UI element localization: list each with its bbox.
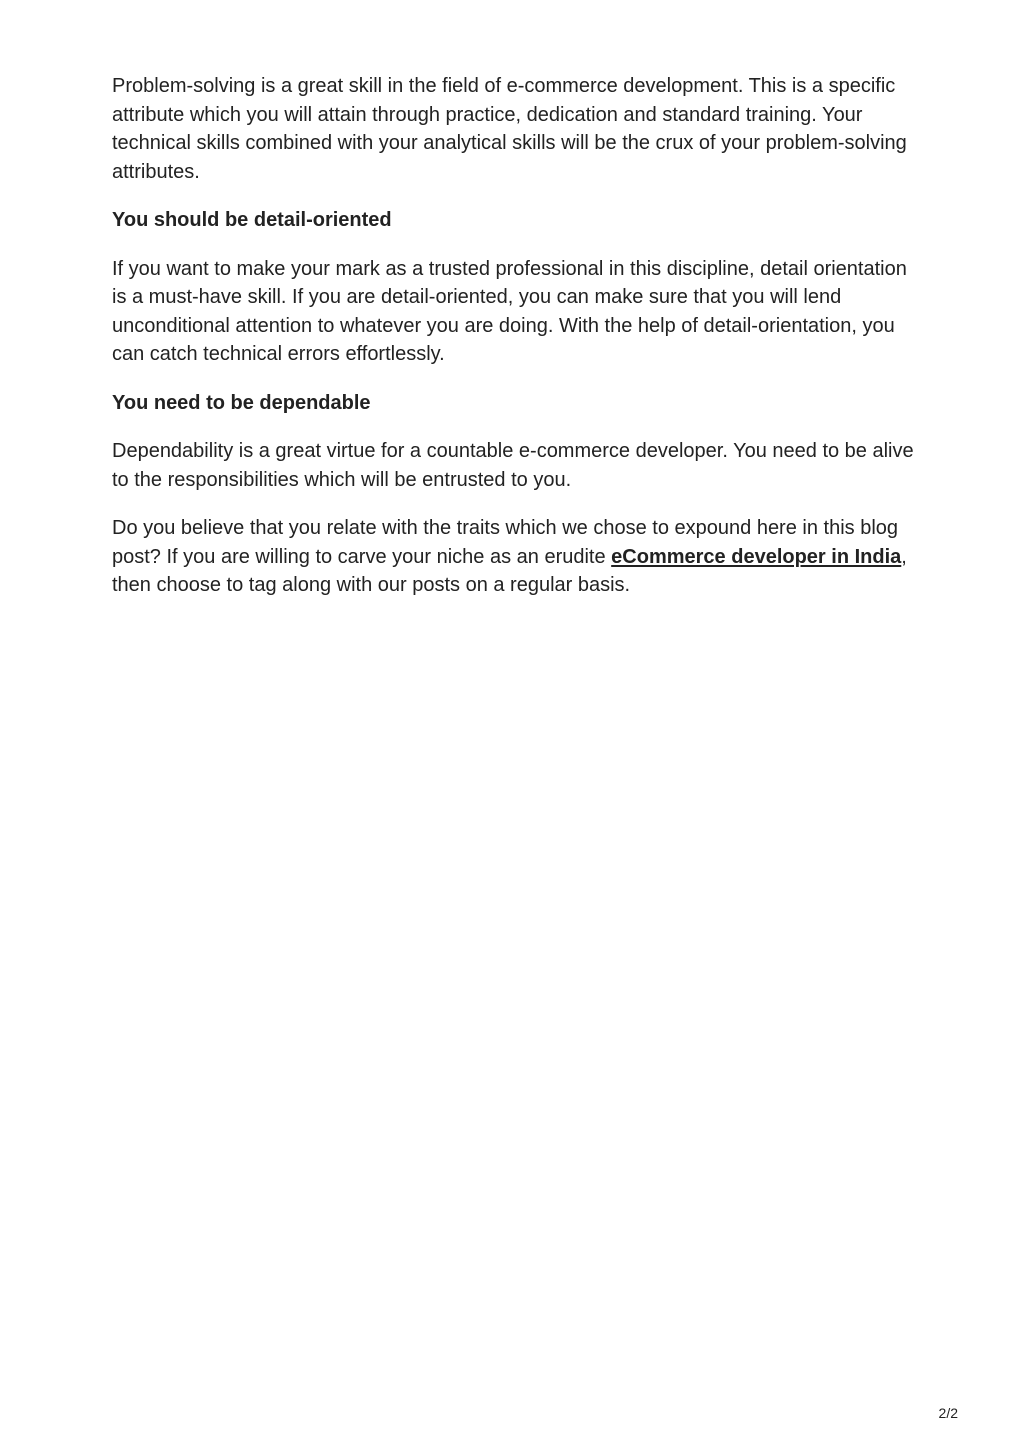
heading-detail-oriented: You should be detail-oriented bbox=[112, 209, 392, 231]
paragraph-problem-solving: Problem-solving is a great skill in the field of e-commerce development. This is a specific attribute which you will attain through practice, dedication and standard training. Your technical skills combined with your analytical skills will be the crux of your problem-solving attributes. bbox=[112, 75, 907, 183]
page-number: 2/2 bbox=[938, 1405, 958, 1421]
paragraph-dependability: Dependability is a great virtue for a countable e-commerce developer. You need to be alive to the responsibilities which will be entrusted to you. bbox=[112, 440, 914, 491]
ecommerce-developer-link[interactable]: eCommerce developer in India bbox=[611, 545, 902, 568]
closing-text-before-link: Do you believe that you relate with the traits which we chose to expound here in this blog post? If you are willing to carve your niche as an erudite bbox=[112, 517, 899, 568]
paragraph-closing bbox=[112, 514, 924, 600]
heading-dependable: You need to be dependable bbox=[112, 391, 371, 414]
paragraph-detail-orientation: If you want to make your mark as a trusted professional in this discipline, detail orientation is a must-have skill. If you are detail-oriented, you can make sure that you will lend unconditional attention to whatever you are doing. With the help of detail-orientation, you can catch technical errors effortlessly. bbox=[112, 257, 907, 365]
article-body bbox=[112, 72, 924, 620]
closing-text-after-link: , then choose to tag along with our posts on a regular basis. bbox=[112, 545, 907, 596]
